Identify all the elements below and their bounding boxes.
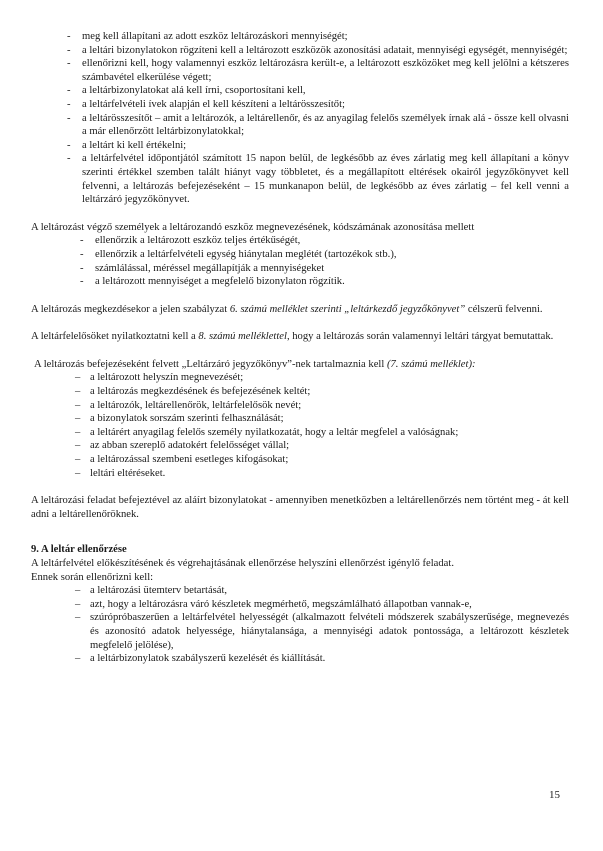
list-item: – a leltározott helyszín megnevezését;	[75, 372, 244, 384]
paragraph-intro: A leltározást végző személyek a leltározandó eszköz megnevezésének, kódszámának azonosítása mellett	[31, 221, 475, 233]
list-item: – a leltározással szembeni esetleges kifogásokat;	[75, 454, 289, 466]
page-number: 15	[549, 789, 560, 801]
list-item: - a leltári bizonylatokon rögzíteni kell a leltározott eszközök azonosítási adatait, mennyiségi egységét, mennyiségét;	[67, 44, 568, 56]
list-item: - a leltárbizonylatokat alá kell írni, csoportosítani kell,	[67, 85, 306, 97]
intro-list	[80, 234, 569, 288]
list-item: - a leltározott mennyiséget a megfelelő bizonylaton rögzítik.	[80, 276, 345, 288]
list-item: – leltári eltéréseket.	[75, 467, 166, 479]
list-item: – szúrópróbaszerűen a leltárfelvétel helyességét (alkalmazott felvételi módszerek szabályszerűsége, megnevezés és azonosító adatok helyessége, hiánytalansága, a mennyiségi adatok pontossága, a leltározott készletek megfelelő jelölése),	[75, 612, 569, 651]
list-item: – a bizonylatok sorszám szerinti felhasználását;	[75, 413, 284, 425]
control-list	[75, 584, 569, 666]
list-item: - számlálással, méréssel megállapítják a mennyiségeket	[80, 262, 325, 274]
list-item: - a leltárt ki kell értékelni;	[67, 139, 187, 151]
list-item: – a leltárért anyagilag felelős személy nyilatkozatát, hogy a leltár megfelel a valóságnak;	[75, 426, 459, 438]
paragraph-documents: A leltározási feladat befejeztével az aláírt bizonylatokat - amennyiben menetközben a leltárellenőrzés nem történt meg - át kell adni a leltárellenőröknek.	[31, 495, 569, 520]
list-item: – a leltározási ütemterv betartását,	[75, 585, 228, 597]
list-item: - ellenőrzik a leltározott eszköz teljes értékűségét,	[80, 235, 301, 247]
paragraph-closing-record: A leltározás befejezéseként felvett „Leltárzáró jegyzőkönyv”-nek tartalmaznia kell (7. számú melléklet):	[34, 358, 476, 370]
paragraph-responsibility: A leltárfelelősöket nyilatkoztatni kell a 8. számú melléklettel, hogy a leltározás során valamennyi leltári tárgyat bemutattak.	[31, 331, 554, 343]
list-item: - a leltárfelvételi ívek alapján el kell készíteni a leltárösszesítőt;	[67, 98, 345, 110]
paragraph-control-lead: Ennek során ellenőrizni kell:	[31, 571, 154, 583]
paragraph-control: A leltárfelvétel előkészítésének és végrehajtásának ellenőrzése helyszíni ellenőrzést igénylő feladat.	[31, 558, 454, 569]
section-heading: 9. A leltár ellenőrzése	[31, 544, 127, 556]
list-item: – a leltározás megkezdésének és befejezésének keltét;	[75, 386, 311, 398]
list-item: – az abban szereplő adatokért felelősséget vállal;	[75, 440, 290, 452]
paragraph-start-record: A leltározás megkezdésekor a jelen szabályzat 6. számú melléklet szerinti „leltárkezdő jegyzőkönyvet” célszerű felvenni.	[31, 303, 543, 315]
list-item: – a leltárbizonylatok szabályszerű kezelését és kiállítását.	[75, 653, 326, 665]
list-item: – a leltározók, leltárellenőrök, leltárfelelősök nevét;	[75, 399, 302, 411]
list-item: – azt, hogy a leltározásra váró készletek megmérhető, megszámlálható állapotban vannak-e,	[75, 598, 472, 610]
list-item: - ellenőrzik a leltárfelvételi egység hiánytalan meglétét (tartozékok stb.),	[80, 248, 397, 260]
procedure-list	[67, 30, 569, 207]
list-item: - a leltárfelvétel időpontjától számított 15 napon belül, de legkésőbb az éves zárlatig meg kell állapítani a könyv szerinti értékkel szemben talált hiányt vagy többletet, és a megállapított eltérések okairól jegyzőkönyvet kell felvenni, a leltározás befejezéseként – 15 munkanapon belül, de legkésőbb az éves zárlatig – fel kell venni a leltárzáró jegyzőkönyvet.	[67, 153, 569, 206]
list-item: - a leltárösszesítőt – amit a leltározók, a leltárellenőr, és az anyagilag felelős személyek írnak alá - össze kell olvasni a már ellenőrzött leltárbizonylatokkal;	[67, 112, 569, 138]
list-item: - ellenőrizni kell, hogy valamennyi eszköz leltározásra került-e, a leltározott eszközöket meg kell jelölni a kétszeres számbavétel elkerülése végett;	[67, 58, 569, 83]
list-item: - meg kell állapítani az adott eszköz leltározáskori mennyiségét;	[67, 31, 348, 42]
closing-record-list	[75, 371, 569, 480]
